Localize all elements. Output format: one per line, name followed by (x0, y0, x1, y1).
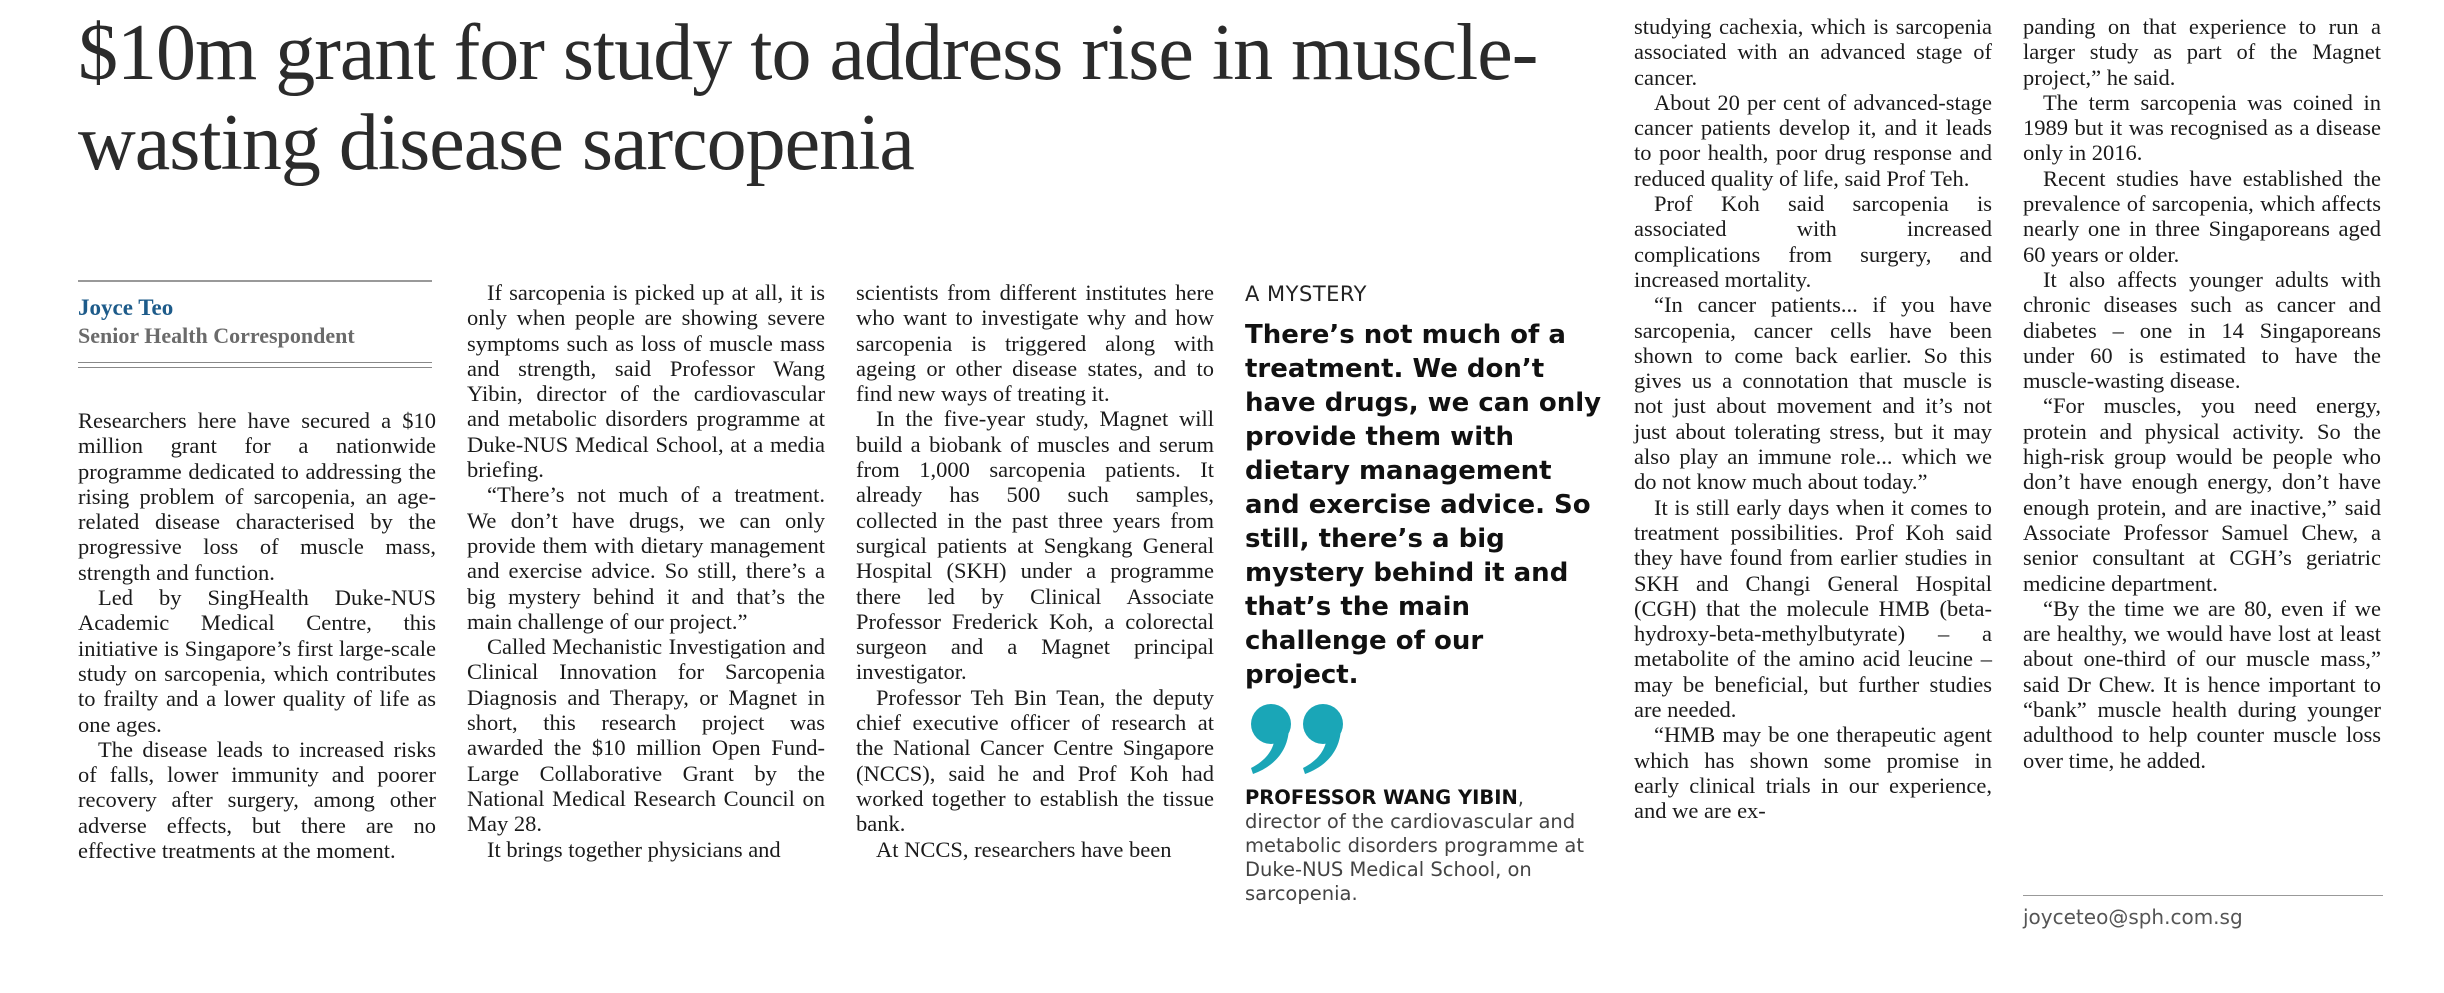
pull-quote-text: There’s not much of a treatment. We don’t have drugs, we can only provide them with dietary management and exercise advice. So still, there’s a big mystery behind it and that’s the main challenge of our project. (1245, 320, 1602, 690)
paragraph: panding on that experience to run a larger study as part of the Magnet project,” he said. (2023, 14, 2381, 90)
paragraph: It also affects younger adults with chronic diseases such as cancer and diabetes – one in 14 Singaporeans under 60 is estimated to have the muscle-wasting disease. (2023, 266, 2381, 394)
headline: $10m grant for study to address rise in muscle-wasting disease sarcopenia (78, 9, 1538, 187)
paragraph: It is still early days when it comes to treatment possibilities. Prof Koh said they have found from earlier studies in SKH and Changi General Hospital (CGH) that the molecule HMB (beta-hydroxy-beta-methylbutyrate) – a metabolite of the amino acid leucine – may be beneficial, but further studies are needed. (1634, 494, 1992, 723)
paragraph: Called Mechanistic Investigation and Clinical Innovation for Sarcopenia Diagnosis and Therapy, or Magnet in short, this research project was awarded the $10 million Open Fund-Large Collaborative Grant by the National Medical Research Council on May 28. (467, 634, 825, 837)
byline-rule (78, 280, 432, 282)
paragraph: Researchers here have secured a $10 million grant for a nationwide programme dedicated to addressing the rising problem of sarcopenia, an age-related disease characterised by the progressive loss of muscle mass, strength and function. (78, 408, 436, 585)
column-3 (856, 280, 1214, 862)
paragraph: About 20 per cent of advanced-stage cancer patients develop it, and it leads to poor health, poor drug response and reduced quality of life, said Prof Teh. (1634, 89, 1992, 191)
paragraph: If sarcopenia is picked up at all, it is only when people are showing severe symptoms such as loss of muscle mass and strength, said Professor Wang Yibin, director of the cardiovascular and metabolic disorders programme at Duke-NUS Medical School, at a media briefing. (467, 280, 825, 483)
paragraph: “In cancer patients... if you have sarcopenia, cancer cells have been shown to come back earlier. So this gives us a connotation that muscle is not just about movement and it’s not just about tolerating stress, but it may also play an immune role... which we do not know much about today.” (1634, 292, 1992, 495)
paragraph: In the five-year study, Magnet will build a biobank of muscles and serum from 1,000 sarcopenia patients. It already has 500 such samples, collected in the past three years from surgical patients at Sengkang General Hospital (SKH) under a programme there led by Clinical Associate Professor Frederick Koh, a colorectal surgeon and a Magnet principal investigator. (856, 406, 1214, 685)
paragraph: “By the time we are 80, even if we are healthy, we would have lost at least about one-third of our muscle mass,” said Dr Chew. It is hence important to “bank” muscle health during younger adulthood to help counter muscle loss over time, he added. (2023, 595, 2381, 773)
pull-quote-credit (1245, 786, 1605, 906)
paragraph: The term sarcopenia was coined in 1989 but it was recognised as a disease only in 2016. (2023, 89, 2381, 166)
pull-quote-credit-text: , director of the cardiovascular and metabolic disorders programme at Duke-NUS Medical School, on sarcopenia. (1245, 786, 1584, 905)
paragraph: Recent studies have established the prevalence of sarcopenia, which affects nearly one in three Singaporeans aged 60 years or older. (2023, 165, 2381, 267)
paragraph: “For muscles, you need energy, protein and physical activity. So the high-risk group would be people who don’t have enough energy, don’t have enough protein, and are inactive,” said Associate Professor Samuel Chew, a senior consultant at CGH’s geriatric medicine department. (2023, 393, 2381, 596)
byline (78, 280, 432, 368)
column-6 (2023, 14, 2381, 773)
paragraph: “There’s not much of a treatment. We don’t have drugs, we can only provide them with dietary management and exercise advice. So still, there’s a big mystery behind it and that’s the main challenge of our project.” (467, 482, 825, 634)
byline-role: Senior Health Correspondent (78, 323, 355, 348)
paragraph: The disease leads to increased risks of falls, lower immunity and poorer recovery after surgery, among other adverse effects, but there are no effective treatments at the moment. (78, 736, 436, 864)
paragraph: It brings together physicians and (487, 836, 781, 862)
column-1 (78, 408, 436, 863)
quotation-mark-icon (1245, 698, 1605, 778)
paragraph: At NCCS, researchers have been (876, 836, 1172, 862)
byline-double-rule (78, 362, 432, 368)
author-email: joyceteo@sph.com.sg (2023, 905, 2243, 929)
pull-quote-name: PROFESSOR WANG YIBIN (1245, 786, 1518, 809)
byline-author: Joyce Teo (78, 295, 174, 320)
paragraph: Professor Teh Bin Tean, the deputy chief executive officer of research at the National Cancer Centre Singapore (NCCS), said he and Prof Koh had worked together to establish the tissue bank. (856, 684, 1214, 837)
paragraph: Led by SingHealth Duke-NUS Academic Medical Centre, this initiative is Singapore’s first large-scale study on sarcopenia, which contributes to frailty and a lower quality of life as one ages. (78, 585, 436, 737)
column-2 (467, 280, 825, 862)
paragraph: “HMB may be one therapeutic agent which has shown some promise in early clinical trials in our experience, and we are ex- (1634, 722, 1992, 824)
signoff-rule (2023, 895, 2383, 896)
pull-quote-kicker: A MYSTERY (1245, 282, 1367, 306)
paragraph: Prof Koh said sarcopenia is associated with increased complications from surgery, and increased mortality. (1634, 191, 1992, 292)
column-5 (1634, 14, 1992, 824)
paragraph: studying cachexia, which is sarcopenia associated with an advanced stage of cancer. (1634, 14, 1992, 90)
pull-quote (1245, 280, 1605, 906)
paragraph: scientists from different institutes here who want to investigate why and how sarcopenia is triggered along with ageing or other disease states, and to find new ways of treating it. (856, 280, 1214, 407)
